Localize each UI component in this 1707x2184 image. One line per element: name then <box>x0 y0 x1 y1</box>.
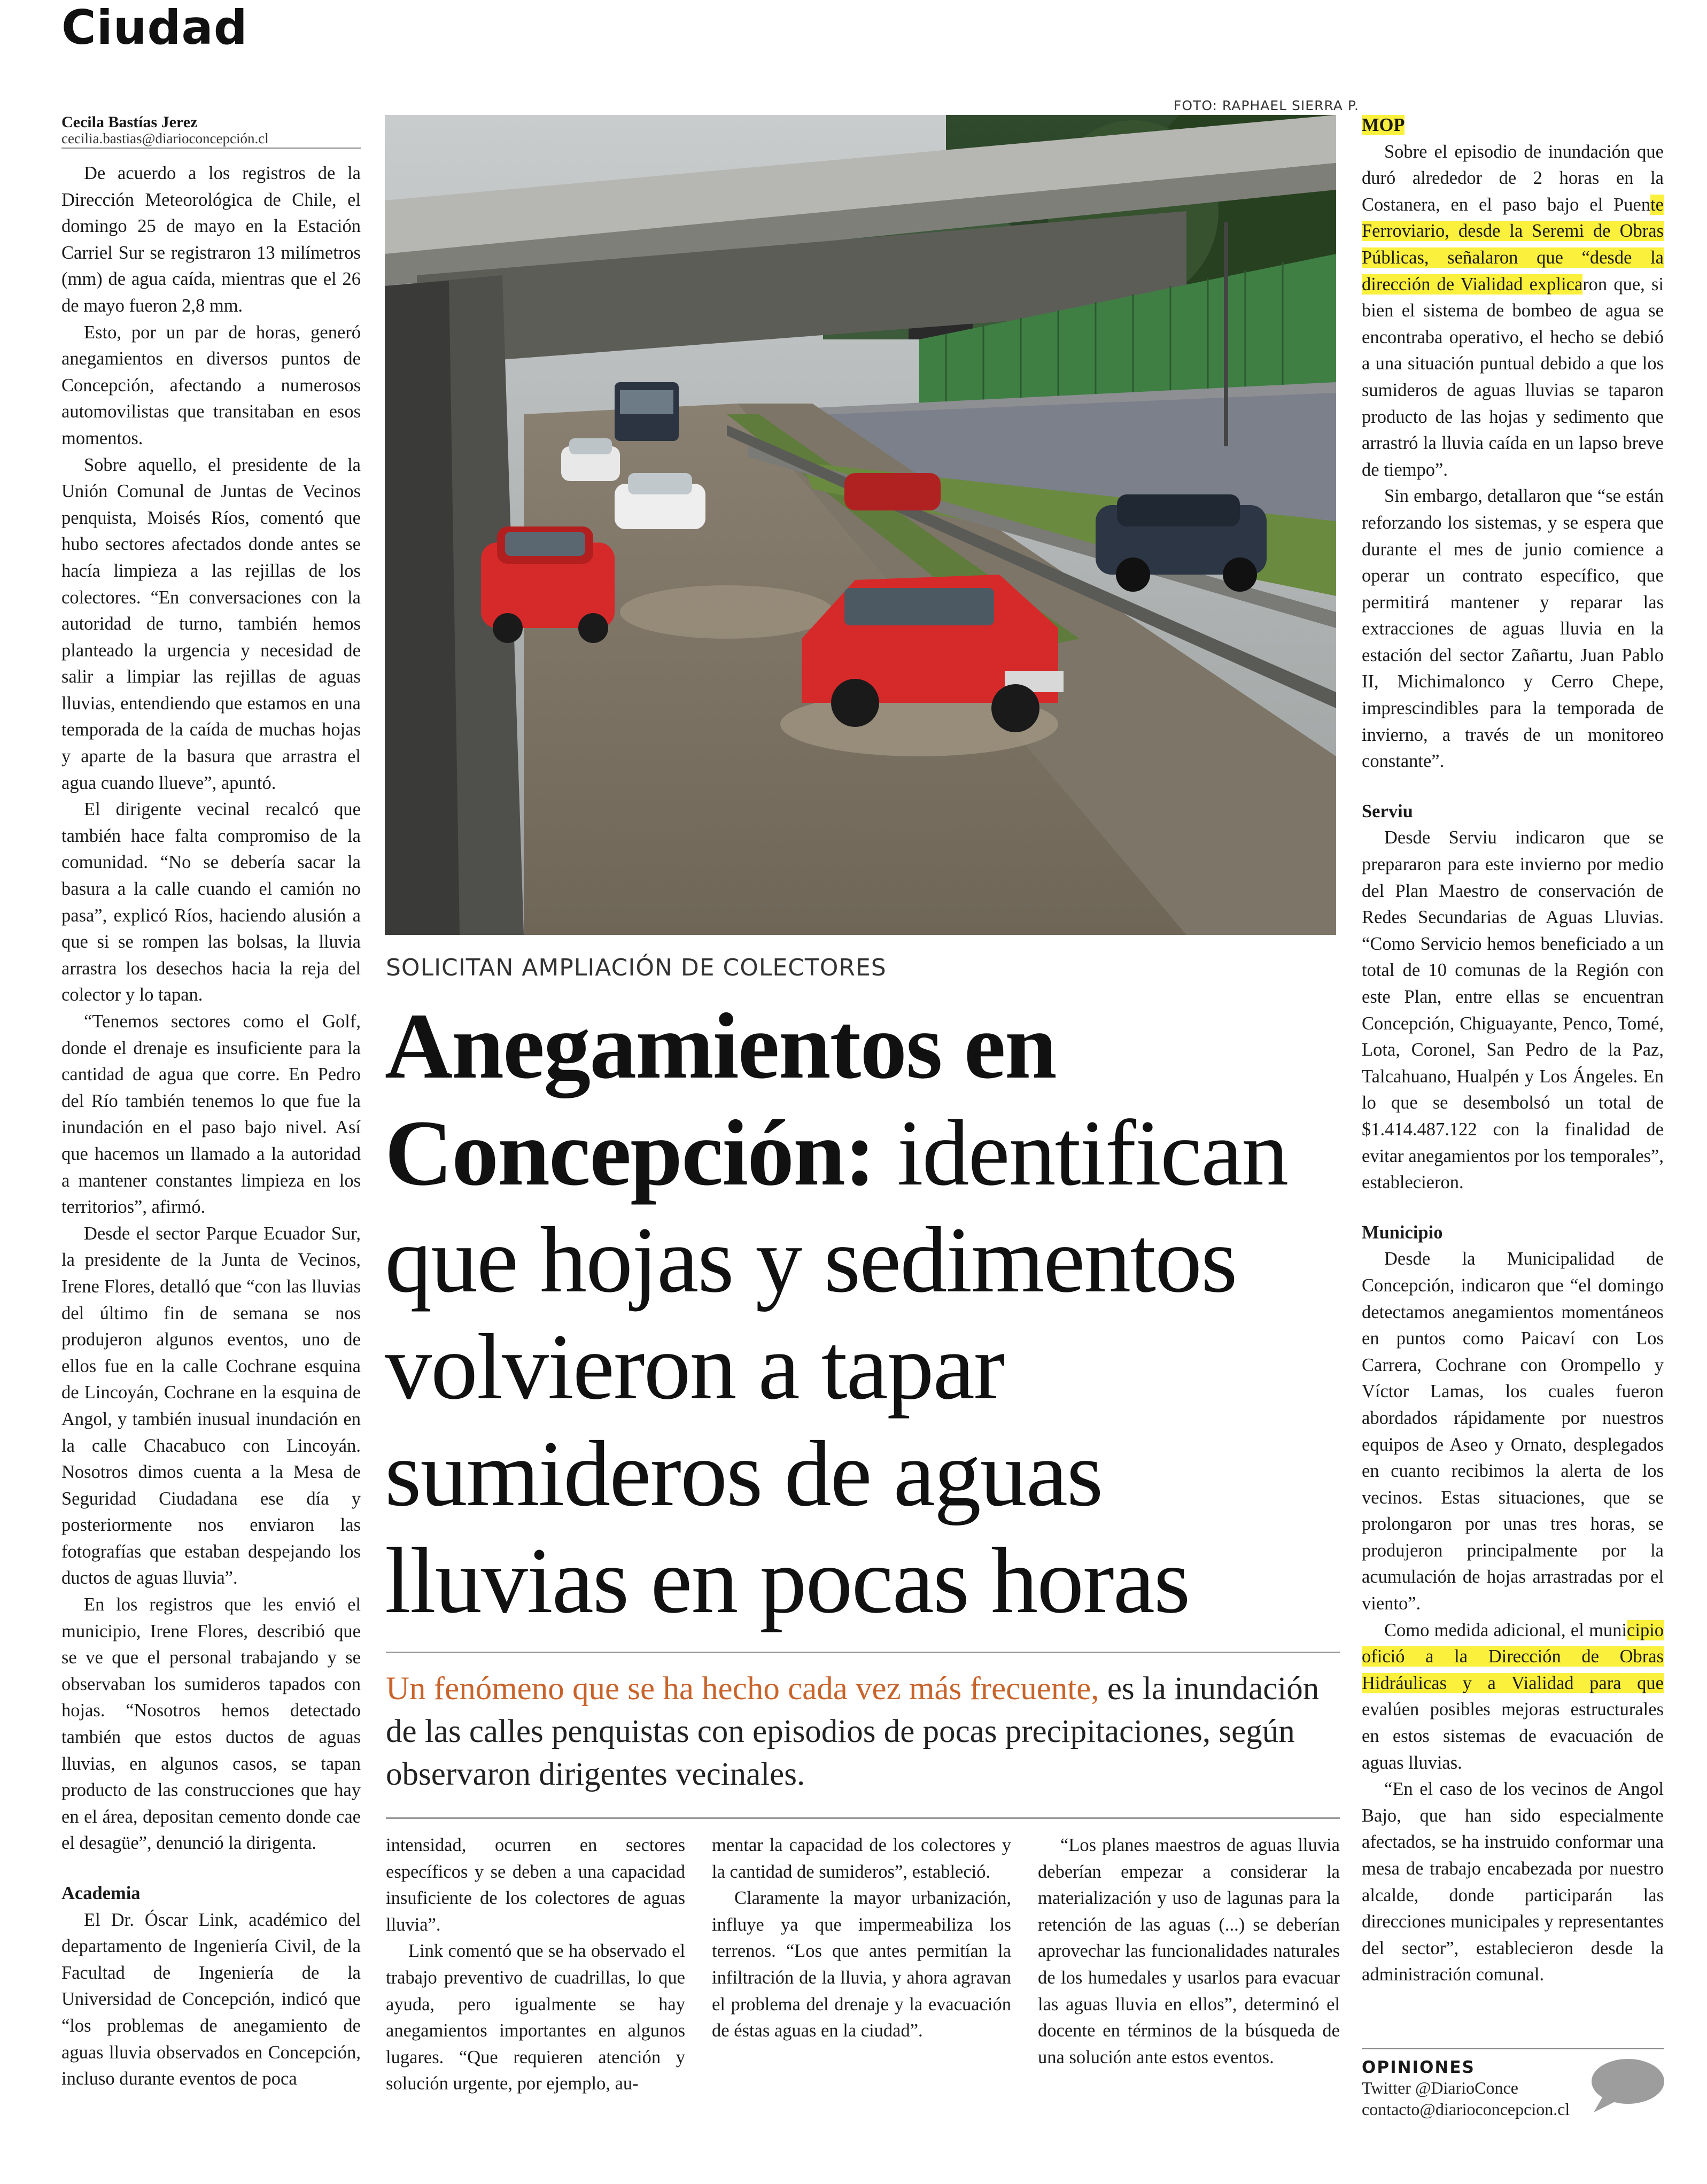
paragraph: Claramente la mayor urbanización, influye ya que impermeabiliza los terrenos. “Los que antes permitían la infiltración de la lluvia, y ahora agravan el problema del drenaje y la evacuación de éstas aguas en la ciudad”. <box>712 1888 1011 2041</box>
article-column-1 <box>61 160 361 2093</box>
flood-photo-illustration <box>385 115 1336 935</box>
byline-email[interactable]: cecilia.bastias@diarioconcepción.cl <box>61 130 269 146</box>
paragraph: Desde el sector Parque Ecuador Sur, la presidente de la Junta de Vecinos, Irene Flores, detalló que “con las lluvias del último fin de semana se nos produjeron algunos eventos, uno de ellos fue en la calle Cochrane esquina de Lincoyán, Cochrane en la esquina de Angol, y también inusual inundación en la calle Chacabuco con Lincoyán. Nosotros dimos cuenta a la Mesa de Seguridad Ciudadana ese día y posteriormente nos enviaron las fotografías que estaban despejando los ductos de aguas lluvia”. <box>61 1223 361 1589</box>
headline-bold: Anegamientos en Concepción: <box>385 994 1056 1205</box>
paragraph: mentar la capacidad de los colectores y la cantidad de sumideros”, estableció. <box>712 1835 1011 1882</box>
paragraph-mop: Sobre el episodio de inundación que duró alrededor de 2 horas en la Costanera, en el paso bajo el Puente Ferroviario, desde la Seremi de Obras Públicas, señalaron que “desde la dirección de Vialidad explicaron que, si bien el sistema de bombeo de agua se encontraba operativo, el hecho se debió a una situación puntual debido a que los sumideros de aguas lluvias se taparon producto de las hojas y sedimento que arrastró la lluvia caída en un lapso breve de tiempo”. <box>1362 141 1664 480</box>
subheading-mop: MOP <box>1362 115 1405 135</box>
deck <box>386 1668 1337 1796</box>
deck-rest: es la inundación de las calles penquistas con episodios de pocas precipitaciones, según observaron dirigentes vecinales. <box>386 1671 1320 1792</box>
highlight-mop: te Ferroviario, desde la Seremi de Obras Públicas, señalaron que “desde la dirección de Vialidad explica <box>1362 194 1664 295</box>
opinions-email[interactable]: contacto@diarioconcepcion.cl <box>1362 2100 1570 2119</box>
article-column-4 <box>1038 1832 1340 2071</box>
paragraph: Desde la Municipalidad de Concepción, indicaron que “el domingo detectamos anegamientos momentáneos en puntos como Paicaví con Los Carrera, Cochrane con Orompello y Víctor Lamas, los cuales fueron abordados rápidamente por nuestros equipos de Aseo y Ornato, desplegados en cuanto recibimos la alerta de los vecinos. Estas situaciones, que se prolongaron por unas tres horas, se produjeron principalmente por la acumulación de hojas arrastradas por el viento”. <box>1362 1249 1664 1614</box>
paragraph: Sin embargo, detallaron que “se están reforzando los sistemas, y se espera que durante el mes de junio comience a operar un contrato específico, que permitirá mantener y reparar las extracciones de aguas lluvia en la estación del sector Zañartu, Juan Pablo II, Michimalonco y Cerro Chepe, imprescindibles para la temporada de invierno, a través de un monitoreo constante”. <box>1362 486 1664 772</box>
paragraph: intensidad, ocurren en sectores específicos y se deben a una capacidad insuficiente de los colectores de aguas lluvia”. <box>386 1835 685 1935</box>
speech-bubble-icon <box>1586 2056 1666 2115</box>
byline-rule <box>61 148 361 149</box>
deck-rule-bottom <box>386 1817 1340 1819</box>
paragraph: “Los planes maestros de aguas lluvia deberían empezar a considerar la materialización y uso de lagunas para la retención de las aguas (...) se deberían aprovechar las funcionalidades naturales de los humedales y usarlos para evacuar las aguas lluvia en ellos”, determinó el docente en términos de la búsqueda de una solución ante estos eventos. <box>1038 1835 1340 2067</box>
subheading-municipio: Municipio <box>1362 1222 1443 1243</box>
article-column-2 <box>386 1832 685 2097</box>
article-column-5 <box>1362 112 1664 1988</box>
headline <box>385 993 1341 1635</box>
opinions-rule <box>1362 2048 1664 2049</box>
paragraph: El dirigente vecinal recalcó que también hace falta compromiso de la comunidad. “No se debería sacar la basura a la calle cuando el camión no pasa”, explicó Ríos, haciendo alusión a que si se rompen las bolsas, la lluvia arrastra los desechos hacia la reja del colector y lo tapan. <box>61 799 361 1005</box>
paragraph: Sobre aquello, el presidente de la Unión Comunal de Juntas de Vecinos penquista, Moisés Ríos, comentó que hubo sectores afectados donde antes se hacía limpieza a las rejillas de los colectores. “En conversaciones con la autoridad de turno, también hemos planteado la urgencia y necesidad de salir a limpiar las rejillas de aguas lluvias, entendiendo que estamos en una temporada de la caída de muchas hojas y aparte de la basura que arrastra el agua cuando llueve”, apuntó. <box>61 454 361 793</box>
paragraph: De acuerdo a los registros de la Dirección Meteorológica de Chile, el domingo 25 de mayo en la Estación Carriel Sur se registraron 13 milímetros (mm) de agua caída, mientras que el 26 de mayo fueron 2,8 mm. <box>61 163 361 316</box>
headline-regular: identifican que hojas y sedimentos volvieron a tapar sumideros de aguas lluvias en pocas horas <box>385 1101 1288 1633</box>
opinions-twitter[interactable]: Twitter @DiarioConce <box>1362 2078 1518 2097</box>
article-column-3 <box>712 1832 1011 2044</box>
section-title: Ciudad <box>61 0 248 55</box>
paragraph: Esto, por un par de horas, generó anegamientos en diversos puntos de Concepción, afectando a numerosos automovilistas que transitaban en esos momentos. <box>61 322 361 448</box>
paragraph: El Dr. Óscar Link, académico del departamento de Ingeniería Civil, de la Facultad de Ingeniería de la Universidad de Concepción, indicó que “los problemas de anegamiento de aguas lluvia observados en Concepción, incluso durante eventos de poca <box>61 1909 361 2089</box>
flood-photo <box>385 115 1336 935</box>
paragraph-municipio-highlight: Como medida adicional, el municipio ofició a la Dirección de Obras Hidráulicas y a Vialidad para que evalúen posibles mejoras estructurales en estos sistemas de evacuación de aguas lluvias. <box>1362 1620 1664 1773</box>
opinions-title: OPINIONES <box>1362 2058 1475 2077</box>
kicker: SOLICITAN AMPLIACIÓN DE COLECTORES <box>386 954 887 981</box>
byline-author: Cecila Bastías Jerez <box>61 113 198 131</box>
paragraph: “En el caso de los vecinos de Angol Bajo, que han sido especialmente afectados, se ha instruido conformar una mesa de trabajo encabezada por nuestro alcalde, donde participarán las direcciones municipales y representantes del sector”, establecieron desde la administración comunal. <box>1362 1779 1664 1985</box>
deck-accent: Un fenómeno que se ha hecho cada vez más frecuente, <box>386 1671 1099 1707</box>
subheading-academia: Academia <box>61 1883 141 1903</box>
paragraph: En los registros que les envió el municipio, Irene Flores, describió que se ve que el personal trabajando y se observaban los sumideros tapados con hojas. “Nosotros hemos detectado también que estos ductos de aguas lluvias, en algunos casos, se tapan producto de las construcciones que hay en el área, depositan cemento donde cae el desagüe”, denunció la dirigenta. <box>61 1594 361 1854</box>
paragraph: “Tenemos sectores como el Golf, donde el drenaje es insuficiente para la cantidad de agua que corre. En Pedro del Río también tenemos lo que fue la inundación en el paso bajo nivel. Así que hacemos un llamado a la autoridad a mantener constantes limpieza en los territorios”, afirmó. <box>61 1011 361 1218</box>
photo-credit: FOTO: RAPHAEL SIERRA P. <box>1174 98 1359 113</box>
paragraph: Desde Serviu indicaron que se prepararon para este invierno por medio del Plan Maestro de conservación de Redes Secundarias de Aguas Lluvias. “Como Servicio hemos beneficiado a un total de 10 comunas de la Región con este Plan, entre ellas se encuentran Concepción, Chiguayante, Penco, Tomé, Lota, Coronel, San Pedro de la Paz, Talcahuano, Hualpén y Los Ángeles. En lo que se desembolsó un total de $1.414.487.122 con la finalidad de evitar anegamientos por los temporales”, establecieron. <box>1362 827 1664 1193</box>
deck-rule-top <box>386 1652 1340 1653</box>
highlight-municipio: cipio ofició a la Dirección de Obras Hidráulicas y a Vialidad para que <box>1362 1620 1664 1693</box>
subheading-serviu: Serviu <box>1362 801 1413 822</box>
paragraph: Link comentó que se ha observado el trabajo preventivo de cuadrillas, lo que ayuda, pero igualmente se hay anegamientos importantes en algunos lugares. “Que requieren atención y solución urgente, por ejemplo, au- <box>386 1941 685 2094</box>
